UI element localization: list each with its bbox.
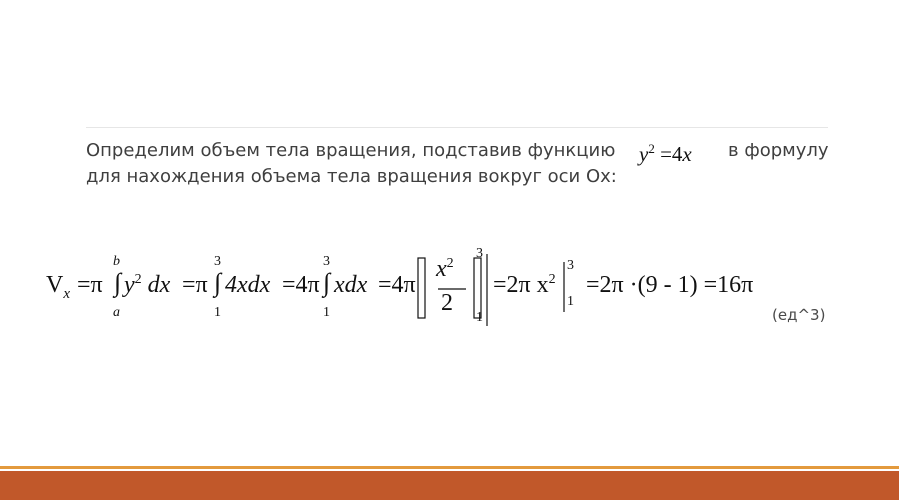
formula-lhs: $V_x$ [46, 272, 71, 302]
integral-2-upper: 3 [214, 254, 221, 269]
integral-2-lower: 1 [214, 305, 221, 320]
integral-1-upper: b [113, 254, 120, 269]
fraction-denominator: 2 [441, 290, 453, 316]
integral-2-sign: ∫ [214, 268, 222, 297]
problem-text [86, 138, 846, 190]
left-bracket [418, 258, 425, 318]
eval-2-lower: 1 [567, 294, 574, 309]
integral-3-lower: 1 [323, 305, 330, 320]
integral-3-upper: 3 [323, 254, 330, 269]
integral-3-body: xdx [334, 272, 368, 298]
formula-term-4: =4π [378, 272, 416, 298]
volume-formula [0, 246, 899, 330]
fraction-numerator: $x^2$ [436, 256, 454, 282]
text-line-2: для нахождения объема тела вращения вокруг оси Ox: [86, 166, 617, 187]
inline-equation: $y^2 =4x$ [639, 141, 692, 166]
integral-2-body: 4xdx [225, 272, 271, 298]
formula-term-5: =2π $x^2$ [493, 272, 556, 298]
formula-term-6: =2π ·(9 - 1) =16π [586, 272, 754, 298]
integral-3-sign: ∫ [323, 268, 331, 297]
formula-term-2: =π [182, 272, 208, 298]
eval-1-lower: 1 [476, 310, 483, 325]
footer-bar [0, 471, 899, 500]
units-label: (ед^3) [772, 306, 826, 324]
integral-1-body: $y^2$ dx [124, 272, 171, 298]
formula-term-3: =4π [282, 272, 320, 298]
formula-term-1: =π [77, 272, 103, 298]
top-divider [86, 127, 828, 128]
integral-1-sign: ∫ [114, 268, 122, 297]
text-part-1: Определим объем тела вращения, подставив функцию [86, 140, 616, 161]
text-part-2: в формулу [728, 140, 829, 161]
eval-2-upper: 3 [567, 258, 574, 273]
integral-1-lower: a [113, 305, 120, 320]
right-bracket [474, 258, 481, 318]
eval-1-upper: 3 [476, 246, 483, 261]
text-line-1 [86, 138, 846, 164]
footer-accent-line [0, 466, 899, 469]
